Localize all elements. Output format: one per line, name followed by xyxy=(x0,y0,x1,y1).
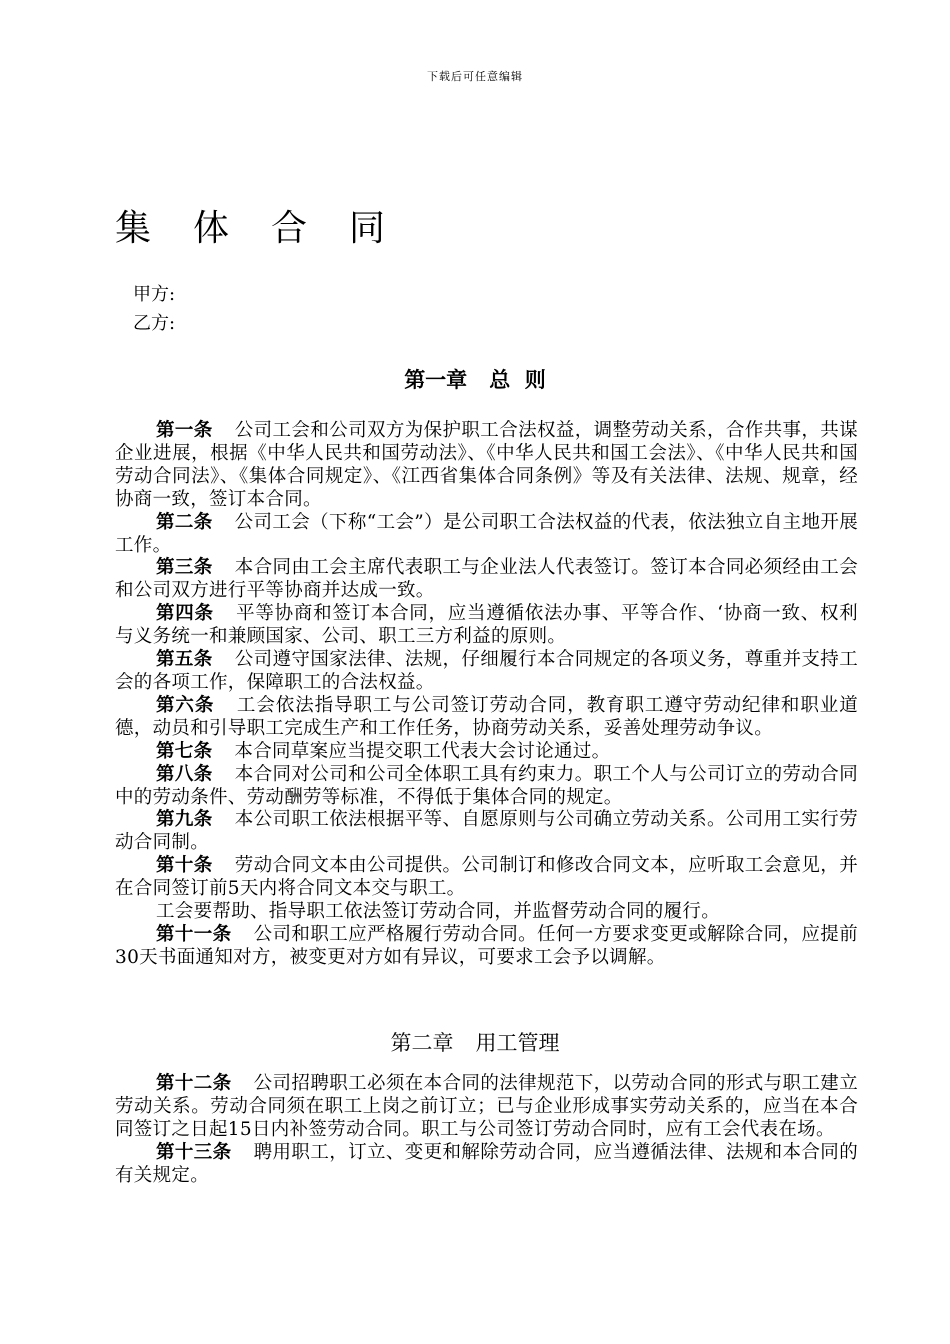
article-text: 公司工会（下称“工会”）是公司职工合法权益的代表，依法独立自主地开展工作。 xyxy=(115,511,858,556)
article-text: 公司招聘职工必须在本合同的法律规范下，以劳动合同的形式与职工建立劳动关系。劳动合同须在职工上岗之前订立；已与企业形成事实劳动关系的，应当在本合同签订之日起15日内补签劳动合同。职工与公司签订劳动合同时，应有工会代表在场。 xyxy=(115,1073,858,1140)
party-b-label: 乙方: xyxy=(133,313,176,334)
chapter-1-number: 第一章 xyxy=(404,368,468,392)
document-title: 集体合同 xyxy=(115,208,428,249)
chapter-1-body xyxy=(115,420,858,970)
article-label: 第一条 xyxy=(156,420,213,441)
article-label: 第四条 xyxy=(156,603,214,625)
article-label: 第十二条 xyxy=(156,1073,232,1094)
article-label: 第六条 xyxy=(156,694,215,716)
chapter-1-name: 总 则 xyxy=(489,368,546,392)
page-header: 下载后可任意编辑 xyxy=(427,70,523,83)
article-label: 第八条 xyxy=(156,763,213,785)
article-text: 公司遵守国家法律、法规，仔细履行本合同规定的各项义务，尊重并支持工会的各项工作，保障职工的合法权益。 xyxy=(115,649,858,693)
article xyxy=(115,603,858,649)
article xyxy=(115,695,858,741)
chapter-2-heading xyxy=(0,1027,950,1057)
article-text: 本合同草案应当提交职工代表大会讨论通过。 xyxy=(234,740,611,762)
chapter-2-number: 第二章 xyxy=(390,1031,454,1055)
article xyxy=(115,809,858,855)
article-continuation xyxy=(115,901,858,924)
article xyxy=(115,420,858,512)
article xyxy=(115,649,858,695)
article-label: 第二条 xyxy=(156,511,213,533)
article-label: 第五条 xyxy=(156,649,213,671)
article-label: 第九条 xyxy=(156,809,213,831)
article-label: 第十条 xyxy=(156,855,213,877)
article-text: 工会要帮助、指导职工依法签订劳动合同，并监督劳动合同的履行。 xyxy=(156,901,721,923)
article-text: 本公司职工依法根据平等、自愿原则与公司确立劳动关系。公司用工实行劳动合同制。 xyxy=(115,809,858,854)
article-text: 公司工会和公司双方为保护职工合法权益，调整劳动关系，合作共事，共谋企业进展，根据《中华人民共和国劳动法》、《中华人民共和国工会法》、《中华人民共和国劳动合同法》、《集体合同规定》、《江西省集体合同条例》等及有关法律、法规、规章，经协商一致，签订本合同。 xyxy=(115,420,858,510)
party-a-label: 甲方: xyxy=(133,284,176,305)
article xyxy=(115,1142,858,1188)
article-label: 第十一条 xyxy=(156,923,232,945)
article xyxy=(115,741,858,764)
article xyxy=(115,557,858,603)
article xyxy=(115,764,858,810)
article-text: 本合同由工会主席代表职工与企业法人代表签订。签订本合同必须经由工会和公司双方进行平等协商并达成一致。 xyxy=(115,557,858,602)
article xyxy=(115,855,858,901)
article xyxy=(115,512,858,558)
chapter-2-body xyxy=(115,1073,858,1188)
article-label: 第三条 xyxy=(156,557,213,579)
article-label: 第七条 xyxy=(156,740,213,762)
article-text: 劳动合同文本由公司提供。公司制订和修改合同文本，应听取工会意见，并在合同签订前5天内将合同文本交与职工。 xyxy=(115,855,858,900)
article xyxy=(115,924,858,970)
chapter-2-name: 用工管理 xyxy=(475,1031,560,1055)
article xyxy=(115,1073,858,1142)
article-label: 第十三条 xyxy=(156,1141,232,1163)
article-text: 聘用职工，订立、变更和解除劳动合同，应当遵循法律、法规和本合同的有关规定。 xyxy=(115,1141,858,1186)
article-text: 平等协商和签订本合同，应当遵循依法办事、平等合作、‘协商一致、权利与义务统一和兼顾国家、公司、职工三方利益的原则。 xyxy=(115,603,858,648)
chapter-1-heading xyxy=(0,364,950,394)
article-text: 公司和职工应严格履行劳动合同。任何一方要求变更或解除合同，应提前30天书面通知对方，被变更对方如有异议，可要求工会予以调解。 xyxy=(115,923,858,968)
article-text: 工会依法指导职工与公司签订劳动合同，教育职工遵守劳动纪律和职业道德，动员和引导职工完成生产和工作任务，协商劳动关系，妥善处理劳动争议。 xyxy=(115,694,858,739)
article-text: 本合同对公司和公司全体职工具有约束力。职工个人与公司订立的劳动合同中的劳动条件、劳动酬劳等标准，不得低于集体合同的规定。 xyxy=(115,763,858,808)
